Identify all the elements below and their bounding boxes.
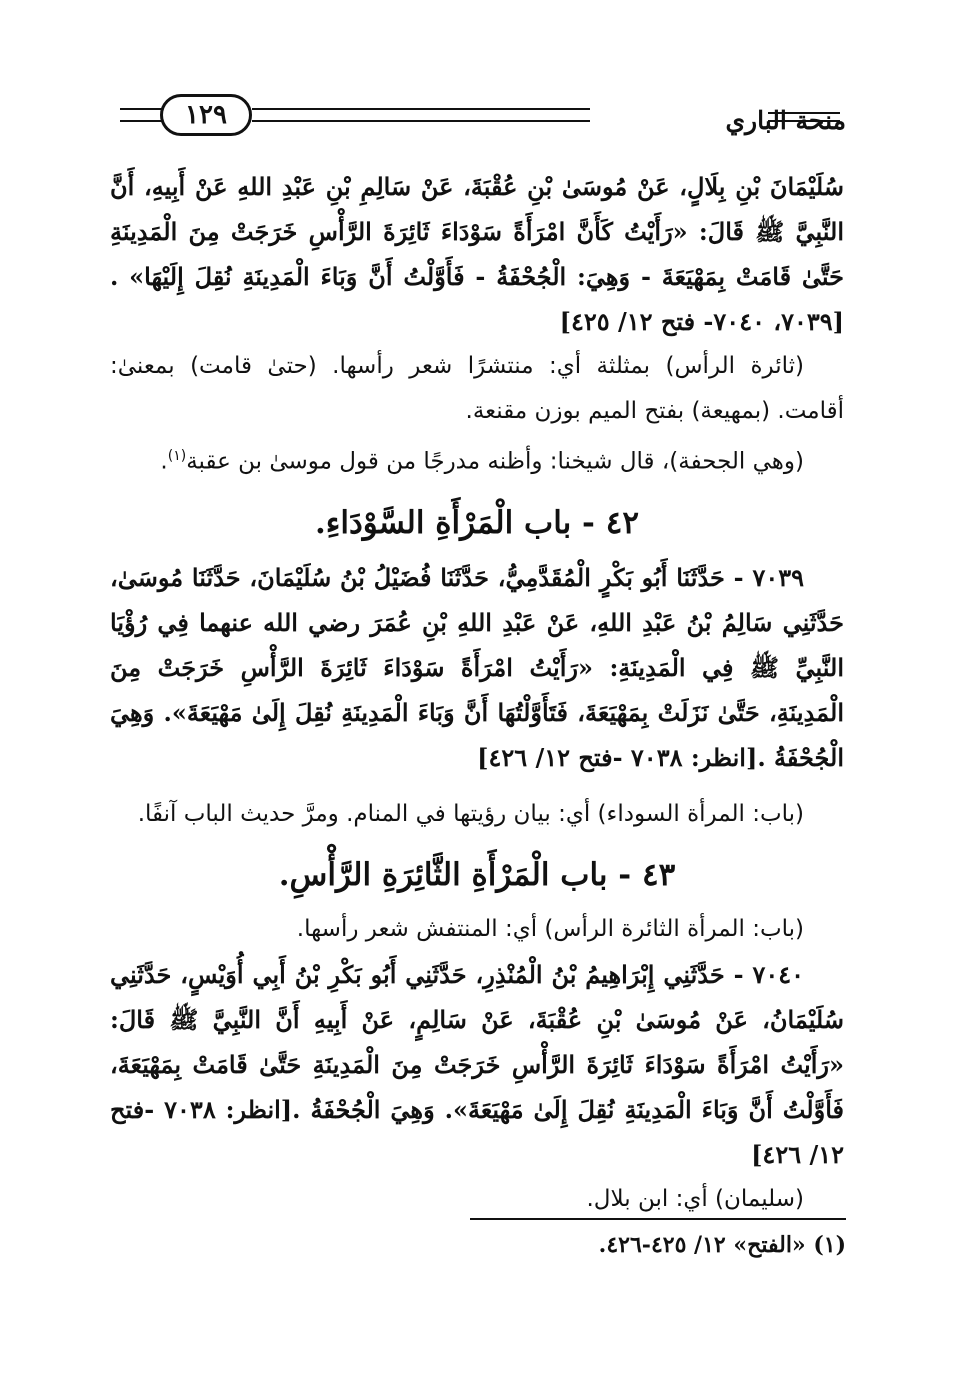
header-rule-middle-top	[252, 108, 590, 110]
chapter-heading-43: ٤٣ - باب الْمَرْأَةِ الثَّائِرَةِ الرَّأْسِ.	[278, 856, 676, 893]
header-rule-middle-bottom	[252, 120, 590, 122]
footnote: (١) «الفتح» ١٢/ ٤٢٥-٤٢٦.	[598, 1232, 846, 1258]
chapter-heading-42: ٤٢ - باب الْمَرْأَةِ السَّوْدَاءِ.	[314, 504, 640, 541]
page-number-badge: ١٢٩	[160, 94, 252, 136]
commentary-43: (باب: المرأة الثائرة الرأس) أي: المنتفش شعر رأسها.	[296, 915, 804, 942]
commentary-juhfa-text: (وهي الجحفة)، قال شيخنا: وأظنه مدرجًا من قول موسىٰ بن عقبة	[186, 448, 804, 475]
commentary-42: (باب: المرأة السوداء) أي: بيان رؤيتها في المنام. ومرَّ حديث الباب آنفًا.	[137, 800, 804, 827]
commentary-thaira: (ثائرة الرأس) بمثلثة أي: منتشرًا شعر رأسها. (حتىٰ قامت) بمعنىٰ: أقامت. (بمهيعة) بفتح الميم بوزن مقنعة.	[110, 353, 844, 424]
footnote-rule	[470, 1218, 846, 1220]
page-body	[110, 164, 844, 1222]
spacer	[110, 780, 844, 792]
footnote-marker[interactable]: (١)	[167, 448, 187, 464]
running-title: منحة الباري	[725, 106, 846, 135]
header-rule-left-bottom	[120, 120, 162, 122]
commentary-sulayman: (سليمان) أي: ابن بلال.	[586, 1185, 804, 1212]
header-rule-left-top	[120, 108, 162, 110]
hadith-7039: ٧٠٣٩ - حَدَّثَنَا أَبُو بَكْرٍ الْمُقَدَّمِيُّ، حَدَّثَنَا فُضَيْلُ بْنُ سُلَيْمَانَ، حَدَّثَنَا مُوسَىٰ، حَدَّثَنِي سَالِمُ بْنُ عَبْدِ اللهِ، عَنْ عَبْدِ اللهِ بْنِ عُمَرَ رضي الله عنهما فِي رُؤْيَا النَّبِيِّ ﷺ فِي الْمَدِينَةِ: «رَأَيْتُ امْرَأَةً سَوْدَاءَ ثَائِرَةَ الرَّأْسِ خَرَجَتْ مِنَ الْمَدِينَةِ، حَتَّىٰ نَزَلَتْ بِمَهْيَعَةَ، فَتَأَوَّلْتُهَا أَنَّ وَبَاءَ الْمَدِينَةِ نُقِلَ إِلَىٰ مَهْيَعَةَ». وَهِيَ الْجُحْفَةُ .[انظر: ٧٠٣٨ -فتح ١٢/ ٤٢٦]	[110, 562, 844, 772]
hadith-7040: ٧٠٤٠ - حَدَّثَنِي إِبْرَاهِيمُ بْنُ الْمُنْذِرِ، حَدَّثَنِي أَبُو بَكْرِ بْنُ أَبِي أُوَيْسٍ، حَدَّثَنِي سُلَيْمَانُ، عَنْ مُوسَىٰ بْنِ عُقْبَةَ، عَنْ سَالِمٍ، عَنْ أَبِيهِ أَنَّ النَّبِيَّ ﷺ قَالَ: «رَأَيْتُ امْرَأَةً سَوْدَاءَ ثَائِرَةَ الرَّأْسِ خَرَجَتْ مِنَ الْمَدِينَةِ حَتَّىٰ قَامَتْ بِمَهْيَعَةَ، فَأَوَّلْتُ أَنَّ وَبَاءَ الْمَدِينَةِ نُقِلَ إِلَىٰ مَهْيَعَةَ». وَهِيَ الْجُحْفَةُ .[انظر: ٧٠٣٨ -فتح ١٢/ ٤٢٦]	[110, 959, 844, 1169]
commentary-juhfa: (وهي الجحفة)، قال شيخنا: وأظنه مدرجًا من قول موسىٰ بن عقبة$^{(١)}$.	[160, 448, 804, 475]
hadith-continuation: سُلَيْمَانَ بْنِ بِلَالٍ، عَنْ مُوسَىٰ بْنِ عُقْبَةَ، عَنْ سَالِمِ بْنِ عَبْدِ اللهِ عَنْ أَبِيهِ، أَنَّ النَّبِيَّ ﷺ قَالَ: «رَأَيْتُ كَأَنَّ امْرَأَةً سَوْدَاءَ ثَائِرَةَ الرَّأْسِ خَرَجَتْ مِنَ الْمَدِينَةِ حَتَّىٰ قَامَتْ بِمَهْيَعَةَ - وَهِيَ: الْجُحْفَةُ - فَأَوَّلْتُ أَنَّ وَبَاءَ الْمَدِينَةِ نُقِلَ إِلَيْهَا» .[٧٠٣٩، ٧٠٤٠- فتح ١٢/ ٤٢٥]	[110, 172, 844, 336]
